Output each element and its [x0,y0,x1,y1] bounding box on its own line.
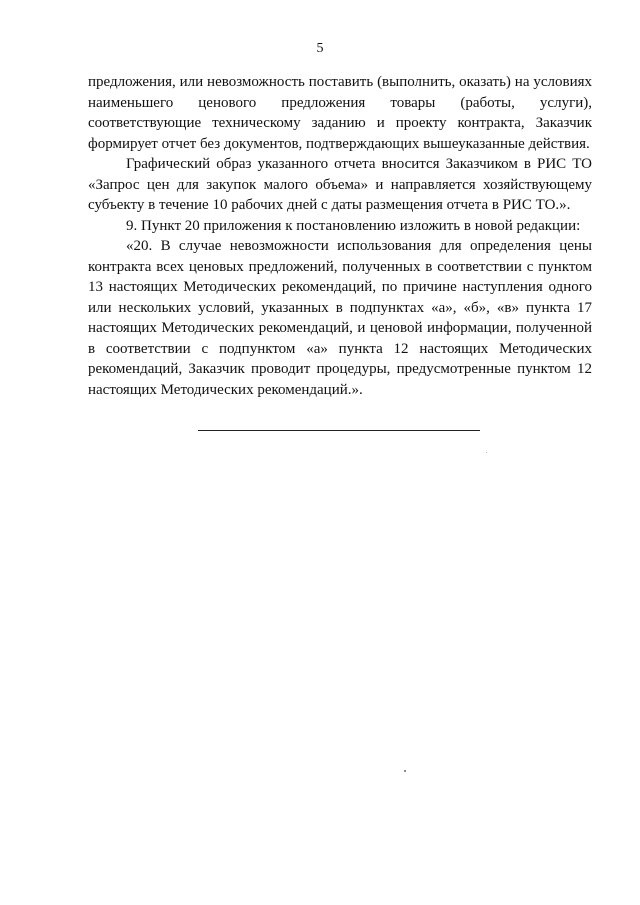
scan-speck [486,452,487,453]
page-number: 5 [316,41,324,56]
paragraph-continuation: предложения, или невозможность поставить (выполнить, оказать) на условиях наименьшего ценового предложения товары (работы, услуги), соответствующие техническому заданию и проекту контракта, Заказчик формирует отчет без документов, подтверждающих вышеуказанные действия. [88,74,592,152]
document-body [88,72,592,400]
paragraph-item-20: «20. В случае невозможности использования для определения цены контракта всех ценовых предложений, полученных в соответствии с пунктом 13 настоящих Методических рекомендаций, по причине наступления одного или нескольких условий, указанных в подпунктах «а», «б», «в» пункта 17 настоящих Методических рекомендаций, и ценовой информации, полученной в соответствии с подпунктом «а» пункта 12 настоящих Методических рекомендаций, Заказчик проводит процедуры, предусмотренные пунктом 12 настоящих Методических рекомендаций.». [88,238,592,398]
paragraph-item-9: 9. Пункт 20 приложения к постановлению изложить в новой редакции: [126,217,581,234]
scan-speck [404,770,406,772]
end-separator-line [198,430,480,431]
paragraph-graphic-report: Графический образ указанного отчета вносится Заказчиком в РИС ТО «Запрос цен для закупок малого объема» и направляется хозяйствующему субъекту в течение 10 рабочих дней с даты размещения отчета в РИС ТО.». [88,156,592,213]
